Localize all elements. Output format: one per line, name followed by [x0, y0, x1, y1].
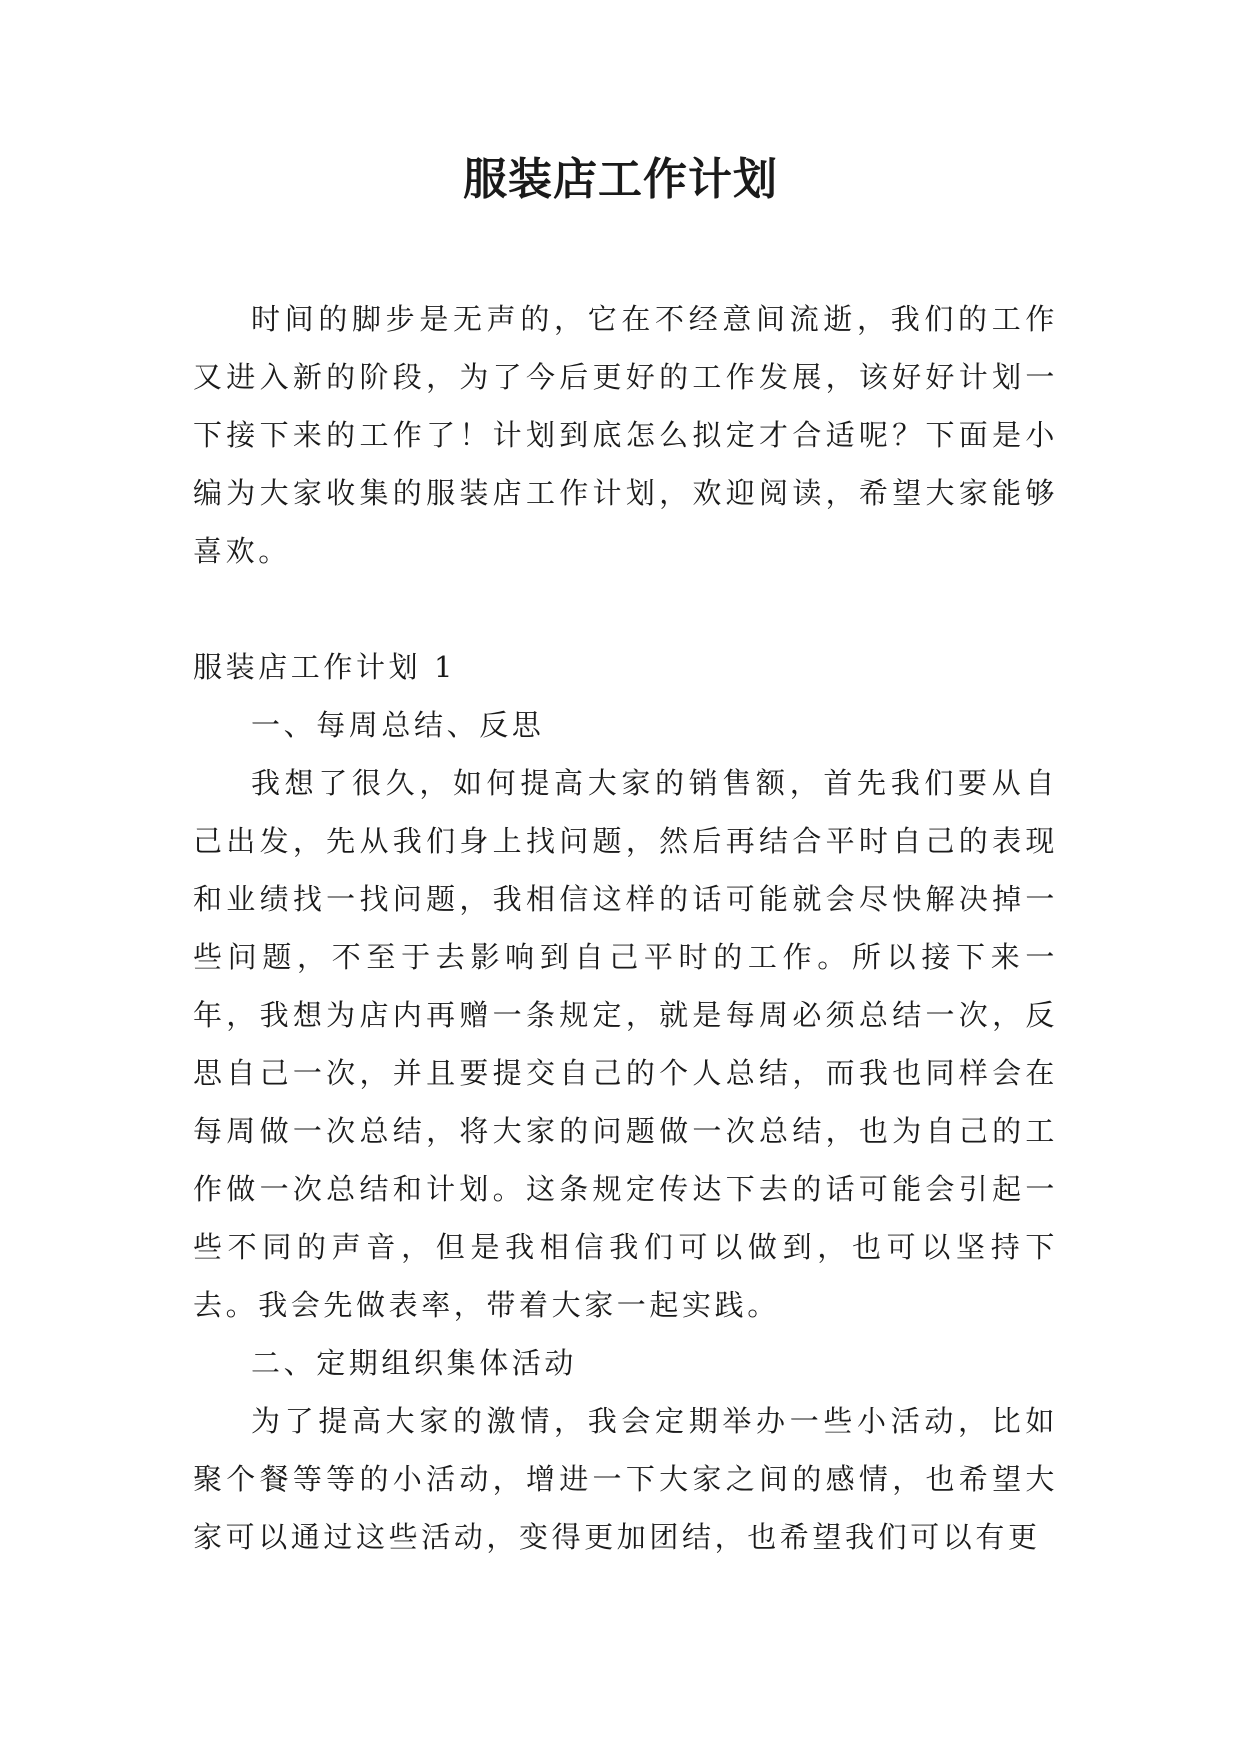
intro-paragraph: 时间的脚步是无声的，它在不经意间流逝，我们的工作又进入新的阶段，为了今后更好的工作发展，该好好计划一下接下来的工作了！计划到底怎么拟定才合适呢？下面是小编为大家收集的服装店工作计划，欢迎阅读，希望大家能够喜欢。: [193, 302, 1058, 568]
section-heading-2: 二、定期组织集体活动: [251, 1346, 578, 1380]
section-heading-1: 一、每周总结、反思: [251, 708, 545, 742]
paragraph-gap: [193, 580, 1058, 638]
document-body: [193, 290, 1058, 1566]
body-paragraph-2: 为了提高大家的激情，我会定期举办一些小活动，比如聚个餐等等的小活动，增进一下大家之间的感情，也希望大家可以通过这些活动，变得更加团结，也希望我们可以有更: [193, 1404, 1058, 1554]
document-title: 服装店工作计划: [463, 154, 778, 205]
body-paragraph-1: 我想了很久，如何提高大家的销售额，首先我们要从自己出发，先从我们身上找问题，然后再结合平时自己的表现和业绩找一找问题，我相信这样的话可能就会尽快解决掉一些问题，不至于去影响到自己平时的工作。所以接下来一年，我想为店内再赠一条规定，就是每周必须总结一次，反思自己一次，并且要提交自己的个人总结，而我也同样会在每周做一次总结，将大家的问题做一次总结，也为自己的工作做一次总结和计划。这条规定传达下去的话可能会引起一些不同的声音，但是我相信我们可以做到，也可以坚持下去。我会先做表率，带着大家一起实践。: [193, 766, 1058, 1322]
section-title: 服装店工作计划 1: [193, 650, 457, 684]
